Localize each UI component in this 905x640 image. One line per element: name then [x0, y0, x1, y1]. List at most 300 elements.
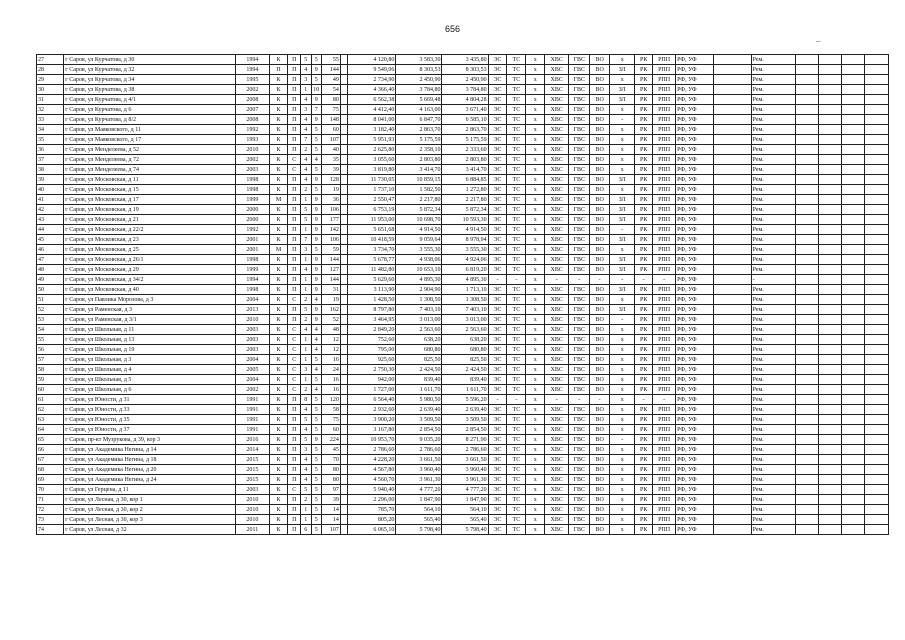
sewerage: ВО	[590, 265, 610, 275]
basement-repair: РПП	[653, 55, 676, 65]
blank-cell	[841, 345, 864, 355]
blank-cell	[841, 465, 864, 475]
heating: ТС	[507, 305, 526, 315]
elevator: х	[610, 245, 635, 255]
floors: 9	[311, 195, 321, 205]
heating: ТС	[507, 265, 526, 275]
floors: 5	[311, 475, 321, 485]
address: г Саров, ул Школьная, д 11	[64, 325, 236, 335]
facade-repair: РФ, УФ	[676, 445, 714, 455]
hot-water: ГВС	[569, 515, 590, 525]
total-area: 2 849,20	[348, 325, 396, 335]
table-row	[37, 125, 889, 135]
blank-cell	[340, 375, 347, 385]
blank-cell	[841, 525, 864, 535]
work-type: Рем.	[751, 345, 795, 355]
total-area: 942,00	[348, 375, 396, 385]
floors: 5	[311, 395, 321, 405]
basement-repair: -	[653, 275, 676, 285]
floors: 5	[311, 495, 321, 505]
blank-cell	[340, 425, 347, 435]
floors: 5	[311, 445, 321, 455]
facade-repair: РФ, УФ	[676, 235, 714, 245]
blank-cell	[841, 315, 864, 325]
address: г Саров, ул Школьная, д 4	[64, 365, 236, 375]
blank-cell	[713, 145, 751, 155]
cold-water: ХВС	[545, 225, 569, 235]
basement-repair: РПП	[653, 295, 676, 305]
blank-cell	[841, 365, 864, 375]
sewerage: ВО	[590, 245, 610, 255]
apartments: 107	[321, 135, 340, 145]
blank-cell	[795, 435, 818, 445]
blank-cell	[841, 215, 864, 225]
residential-area: 2 639,40	[442, 405, 488, 415]
blank-cell	[841, 375, 864, 385]
gas: х	[526, 125, 545, 135]
blank-cell	[841, 255, 864, 265]
hot-water: ГВС	[569, 325, 590, 335]
wall-material: К	[269, 305, 288, 315]
total-area: 1 727,00	[348, 385, 396, 395]
sewerage: ВО	[590, 365, 610, 375]
table-row	[37, 95, 889, 105]
basement-repair: РПП	[653, 215, 676, 225]
electricity: ЭС	[488, 285, 507, 295]
gas: х	[526, 385, 545, 395]
sewerage: ВО	[590, 315, 610, 325]
address: г Саров, ул Менделеева, д 74	[64, 165, 236, 175]
wall-material: К	[269, 495, 288, 505]
floors: 10	[311, 85, 321, 95]
apartments: 97	[321, 485, 340, 495]
cold-water: ХВС	[545, 465, 569, 475]
blank-cell	[795, 445, 818, 455]
total-area: 3 464,95	[348, 315, 396, 325]
cold-water: ХВС	[545, 245, 569, 255]
entrances: 7	[301, 135, 311, 145]
row-number: 44	[37, 225, 64, 235]
blank-cell	[713, 185, 751, 195]
work-type: Рем.	[751, 305, 795, 315]
row-number: 32	[37, 105, 64, 115]
elevator: х	[610, 365, 635, 375]
blank-cell	[864, 325, 888, 335]
total-area: 785,70	[348, 505, 396, 515]
floors: 5	[311, 455, 321, 465]
wall-material: К	[269, 525, 288, 535]
blank-cell	[841, 65, 864, 75]
work-type: Рем.	[751, 435, 795, 445]
blank-cell	[713, 105, 751, 115]
electricity: ЭС	[488, 125, 507, 135]
facade-repair: РФ, УФ	[676, 305, 714, 315]
apartments: 39	[321, 495, 340, 505]
blank-cell	[818, 225, 841, 235]
blank-cell	[864, 515, 888, 525]
hot-water: ГВС	[569, 285, 590, 295]
facade-repair: РФ, УФ	[676, 55, 714, 65]
hot-water: ГВС	[569, 55, 590, 65]
floors: 9	[311, 305, 321, 315]
row-number: 51	[37, 295, 64, 305]
building-type: П	[288, 75, 301, 85]
roof-repair: РК	[635, 525, 653, 535]
total-area: 2 296,00	[348, 495, 396, 505]
apartments: 127	[321, 265, 340, 275]
hot-water: -	[569, 395, 590, 405]
residential-area: 1 272,80	[442, 185, 488, 195]
table-row	[37, 385, 889, 395]
wall-material: К	[269, 205, 288, 215]
entrances: 4	[301, 325, 311, 335]
total-area: 3 182,40	[348, 125, 396, 135]
blank-cell	[864, 305, 888, 315]
blank-cell	[340, 355, 347, 365]
building-type: П	[288, 65, 301, 75]
entrances: 4	[301, 65, 311, 75]
hot-water: ГВС	[569, 145, 590, 155]
blank-cell	[818, 405, 841, 415]
facade-repair: РФ, УФ	[676, 115, 714, 125]
blank-cell	[795, 165, 818, 175]
blank-cell	[340, 345, 347, 355]
row-number: 54	[37, 325, 64, 335]
electricity: ЭС	[488, 355, 507, 365]
total-area: 3 819,80	[348, 165, 396, 175]
floors: 5	[311, 165, 321, 175]
facade-repair: РФ, УФ	[676, 135, 714, 145]
living-area: 3 960,40	[396, 465, 442, 475]
work-type: Рем.	[751, 175, 795, 185]
blank-cell	[713, 465, 751, 475]
wall-material: К	[269, 425, 288, 435]
sewerage: ВО	[590, 475, 610, 485]
blank-cell	[841, 125, 864, 135]
blank-cell	[864, 285, 888, 295]
table-row	[37, 135, 889, 145]
total-area: 1 428,50	[348, 295, 396, 305]
floors: 7	[311, 105, 321, 115]
facade-repair: РФ, УФ	[676, 415, 714, 425]
electricity: ЭС	[488, 85, 507, 95]
table-row	[37, 105, 889, 115]
sewerage: ВО	[590, 445, 610, 455]
corner-mark: _	[816, 33, 821, 42]
blank-cell	[818, 245, 841, 255]
roof-repair: РК	[635, 185, 653, 195]
building-type: П	[288, 115, 301, 125]
building-type: П	[288, 135, 301, 145]
blank-cell	[864, 395, 888, 405]
year-built: 1994	[236, 65, 270, 75]
cold-water: ХВС	[545, 335, 569, 345]
blank-cell	[340, 65, 347, 75]
basement-repair: РПП	[653, 435, 676, 445]
gas: х	[526, 55, 545, 65]
blank-cell	[841, 75, 864, 85]
floors: 5	[311, 135, 321, 145]
facade-repair: РФ, УФ	[676, 245, 714, 255]
roof-repair: РК	[635, 365, 653, 375]
work-type: Рем.	[751, 355, 795, 365]
entrances: 4	[301, 405, 311, 415]
wall-material: К	[269, 315, 288, 325]
floors: 5	[311, 125, 321, 135]
basement-repair: РПП	[653, 425, 676, 435]
facade-repair: РФ, УФ	[676, 465, 714, 475]
apartments: 142	[321, 225, 340, 235]
elevator: х	[610, 75, 635, 85]
floors: 5	[311, 75, 321, 85]
gas: х	[526, 255, 545, 265]
entrances: 4	[301, 125, 311, 135]
blank-cell	[864, 265, 888, 275]
basement-repair: РПП	[653, 145, 676, 155]
address: г Саров, ул Лесная, д 30, кор 1	[64, 495, 236, 505]
hot-water: ГВС	[569, 405, 590, 415]
address: г Саров, ул Лесная, д 32	[64, 525, 236, 535]
year-built: 1994	[236, 275, 270, 285]
roof-repair: РК	[635, 155, 653, 165]
facade-repair: РФ, УФ	[676, 385, 714, 395]
blank-cell	[864, 55, 888, 65]
wall-material: К	[269, 125, 288, 135]
blank-cell	[713, 165, 751, 175]
address: г Саров, ул Московская, д 26/1	[64, 255, 236, 265]
floors: 9	[311, 315, 321, 325]
blank-cell	[340, 55, 347, 65]
entrances: 5	[301, 415, 311, 425]
electricity: ЭС	[488, 515, 507, 525]
blank-cell	[818, 265, 841, 275]
sewerage: ВО	[590, 225, 610, 235]
blank-cell	[713, 325, 751, 335]
year-built: 1998	[236, 185, 270, 195]
address: г Саров, ул Школьная, д 13	[64, 335, 236, 345]
elevator: ЗЛ	[610, 235, 635, 245]
row-number: 66	[37, 445, 64, 455]
wall-material: К	[269, 255, 288, 265]
work-type: Рем.	[751, 335, 795, 345]
blank-cell	[864, 155, 888, 165]
blank-cell	[340, 135, 347, 145]
blank-cell	[713, 125, 751, 135]
building-type: П	[288, 255, 301, 265]
residential-area: 5 798,40	[442, 525, 488, 535]
elevator: х	[610, 375, 635, 385]
living-area: 4 895,30	[396, 275, 442, 285]
hot-water: ГВС	[569, 335, 590, 345]
blank-cell	[713, 85, 751, 95]
blank-cell	[795, 285, 818, 295]
total-area: 6 065,10	[348, 525, 396, 535]
wall-material: К	[269, 395, 288, 405]
residential-area: 2 854,50	[442, 425, 488, 435]
residential-area: 839,40	[442, 375, 488, 385]
heating: ТС	[507, 375, 526, 385]
wall-material: К	[269, 225, 288, 235]
address: г Саров, ул Менделеева, д 52	[64, 145, 236, 155]
elevator: х	[610, 515, 635, 525]
blank-cell	[340, 115, 347, 125]
roof-repair: РК	[635, 135, 653, 145]
elevator: х	[610, 525, 635, 535]
building-type: П	[288, 425, 301, 435]
cold-water: ХВС	[545, 145, 569, 155]
address: г Саров, ул Курчатова, д 8/2	[64, 115, 236, 125]
cold-water: -	[545, 275, 569, 285]
row-number: 42	[37, 205, 64, 215]
electricity: ЭС	[488, 205, 507, 215]
apartments: 19	[321, 185, 340, 195]
blank-cell	[818, 105, 841, 115]
wall-material: К	[269, 115, 288, 125]
blank-cell	[340, 485, 347, 495]
building-type: П	[288, 455, 301, 465]
wall-material: К	[269, 485, 288, 495]
building-type: С	[288, 295, 301, 305]
electricity: ЭС	[488, 485, 507, 495]
electricity: ЭС	[488, 105, 507, 115]
row-number: 62	[37, 405, 64, 415]
entrances: 2	[301, 185, 311, 195]
basement-repair: РПП	[653, 315, 676, 325]
facade-repair: РФ, УФ	[676, 165, 714, 175]
blank-cell	[841, 435, 864, 445]
year-built: 2003	[236, 345, 270, 355]
facade-repair: РФ, УФ	[676, 185, 714, 195]
hot-water: ГВС	[569, 175, 590, 185]
year-built: 1998	[236, 285, 270, 295]
work-type: Рем.	[751, 295, 795, 305]
roof-repair: РК	[635, 195, 653, 205]
blank-cell	[864, 175, 888, 185]
roof-repair: РК	[635, 85, 653, 95]
blank-cell	[864, 405, 888, 415]
sewerage: ВО	[590, 195, 610, 205]
address: г Саров, ул Курчатова, д 6	[64, 105, 236, 115]
elevator: х	[610, 145, 635, 155]
gas: х	[526, 435, 545, 445]
building-type: П	[288, 415, 301, 425]
electricity: ЭС	[488, 265, 507, 275]
residential-area: 564,10	[442, 505, 488, 515]
facade-repair: РФ, УФ	[676, 105, 714, 115]
cold-water: ХВС	[545, 385, 569, 395]
blank-cell	[818, 425, 841, 435]
work-type: Рем.	[751, 445, 795, 455]
blank-cell	[713, 495, 751, 505]
year-built: 2003	[236, 165, 270, 175]
heating: ТС	[507, 215, 526, 225]
wall-material: К	[269, 285, 288, 295]
blank-cell	[713, 455, 751, 465]
elevator: х	[610, 355, 635, 365]
blank-cell	[864, 165, 888, 175]
work-type: Рем.	[751, 485, 795, 495]
wall-material: П	[269, 65, 288, 75]
row-number: 49	[37, 275, 64, 285]
year-built: 2010	[236, 315, 270, 325]
blank-cell	[818, 455, 841, 465]
blank-cell	[713, 65, 751, 75]
address: г Саров, ул Маяковского, д 11	[64, 125, 236, 135]
hot-water: ГВС	[569, 385, 590, 395]
sewerage: ВО	[590, 345, 610, 355]
entrances: 5	[301, 55, 311, 65]
blank-cell	[818, 285, 841, 295]
roof-repair: РК	[635, 265, 653, 275]
elevator: х	[610, 495, 635, 505]
basement-repair: РПП	[653, 515, 676, 525]
blank-cell	[818, 515, 841, 525]
elevator: -	[610, 435, 635, 445]
hot-water: ГВС	[569, 525, 590, 535]
basement-repair: РПП	[653, 285, 676, 295]
blank-cell	[818, 205, 841, 215]
living-area: 2 854,50	[396, 425, 442, 435]
elevator: х	[610, 345, 635, 355]
table-row	[37, 115, 889, 125]
blank-cell	[864, 235, 888, 245]
basement-repair: РПП	[653, 385, 676, 395]
floors: 9	[311, 435, 321, 445]
elevator: х	[610, 335, 635, 345]
entrances: 1	[301, 195, 311, 205]
heating: ТС	[507, 195, 526, 205]
entrances: 3	[301, 445, 311, 455]
address: г Саров, ул Школьная, д 3	[64, 355, 236, 365]
blank-cell	[864, 365, 888, 375]
row-number: 48	[37, 265, 64, 275]
apartments: 59	[321, 245, 340, 255]
hot-water: ГВС	[569, 505, 590, 515]
building-type: П	[288, 275, 301, 285]
residential-area: 565,40	[442, 515, 488, 525]
heating: ТС	[507, 125, 526, 135]
address: г Саров, ул Школьная, д 19	[64, 345, 236, 355]
address: г Саров, ул Московская, д 34/2	[64, 275, 236, 285]
table-row	[37, 365, 889, 375]
facade-repair: РФ, УФ	[676, 205, 714, 215]
wall-material: К	[269, 415, 288, 425]
basement-repair: РПП	[653, 255, 676, 265]
apartments: 54	[321, 85, 340, 95]
entrances: 3	[301, 75, 311, 85]
cold-water: ХВС	[545, 105, 569, 115]
gas: х	[526, 245, 545, 255]
heating: ТС	[507, 385, 526, 395]
entrances: 5	[301, 215, 311, 225]
roof-repair: РК	[635, 335, 653, 345]
work-type: Рем.	[751, 85, 795, 95]
blank-cell	[795, 205, 818, 215]
facade-repair: РФ, УФ	[676, 65, 714, 75]
basement-repair: РПП	[653, 195, 676, 205]
roof-repair: РК	[635, 325, 653, 335]
living-area: 5 798,40	[396, 525, 442, 535]
blank-cell	[864, 435, 888, 445]
year-built: 2014	[236, 445, 270, 455]
wall-material: К	[269, 295, 288, 305]
basement-repair: РПП	[653, 475, 676, 485]
blank-cell	[795, 525, 818, 535]
address: г Саров, ул Академика Негина, д 18	[64, 455, 236, 465]
work-type: Рем.	[751, 405, 795, 415]
roof-repair: РК	[635, 495, 653, 505]
cold-water: ХВС	[545, 135, 569, 145]
